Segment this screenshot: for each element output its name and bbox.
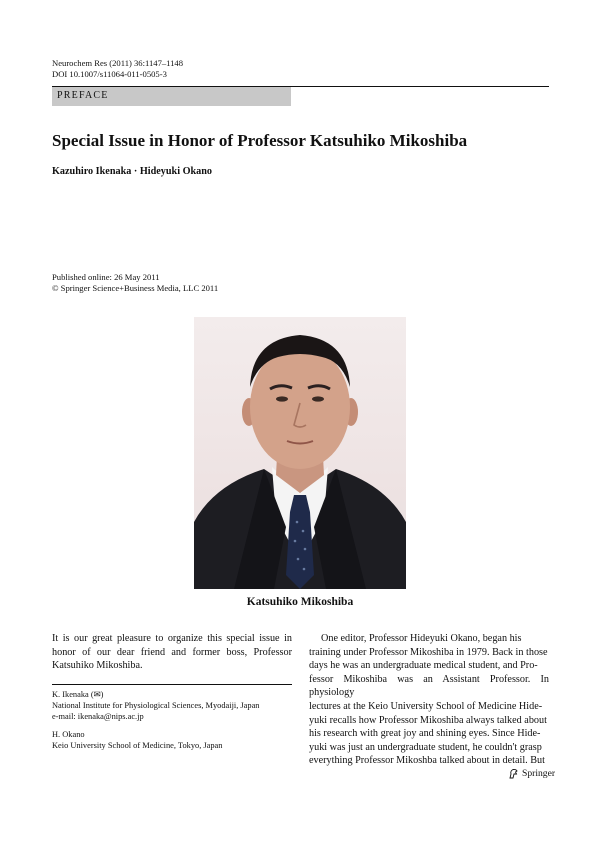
body-line: his research with great joy and shining eyes. Since Hide- xyxy=(309,728,541,740)
journal-reference: Neurochem Res (2011) 36:1147–1148 xyxy=(52,58,184,68)
author-1-email[interactable]: e-mail: ikenaka@nips.ac.jp xyxy=(52,712,144,721)
body-line: yuki recalls how Professor Mikoshiba always talked about xyxy=(309,714,547,726)
portrait-illustration xyxy=(194,317,406,589)
affiliation-1 xyxy=(52,689,259,722)
author-2-institution: Keio University School of Medicine, Tokyo, Japan xyxy=(52,741,223,750)
body-line: days he was an undergraduate medical student, and Pro- xyxy=(309,660,538,672)
publication-info xyxy=(52,272,218,294)
section-label: PREFACE xyxy=(57,90,109,101)
article-title: Special Issue in Honor of Professor Katsuhiko Mikoshiba xyxy=(52,131,468,150)
body-line: One editor, Professor Hideyuki Okano, began his xyxy=(321,633,522,644)
intro-paragraph: It is our great pleasure to organize this special issue in honor of our dear friend and former boss, Professor Katsuhiko Mikoshiba. xyxy=(52,633,292,672)
copyright: © Springer Science+Business Media, LLC 2011 xyxy=(52,283,219,293)
body-line: everything Professor Mikoshba talked about in detail. But xyxy=(309,755,545,767)
affiliation-2 xyxy=(52,729,222,751)
article-authors: Kazuhiro Ikenaka · Hideyuki Okano xyxy=(52,166,213,177)
body-paragraph xyxy=(309,632,549,768)
body-line: lectures at the Keio University School of Medicine Hide- xyxy=(309,700,543,712)
publisher-mark xyxy=(508,768,555,779)
body-line: fessor Mikoshiba was an Assistant Professor. In physiology xyxy=(309,673,549,699)
author-2-name: H. Okano xyxy=(52,730,85,739)
springer-horse-icon xyxy=(508,768,519,779)
published-date: Published online: 26 May 2011 xyxy=(52,272,160,282)
author-1-institution: National Institute for Physiological Sciences, Myodaiji, Japan xyxy=(52,701,260,710)
body-line: training under Professor Mikoshiba in 1979. Back in those xyxy=(309,646,548,658)
doi: DOI 10.1007/s11064-011-0505-3 xyxy=(52,69,167,79)
affiliation-rule xyxy=(52,684,292,685)
figure-caption: Katsuhiko Mikoshiba xyxy=(246,596,354,608)
portrait-photo xyxy=(194,317,406,589)
publisher-name: Springer xyxy=(522,768,556,779)
author-1-name: K. Ikenaka (✉) xyxy=(52,690,104,699)
body-line: yuki was just an undergraduate student, he couldn't grasp xyxy=(309,741,542,753)
